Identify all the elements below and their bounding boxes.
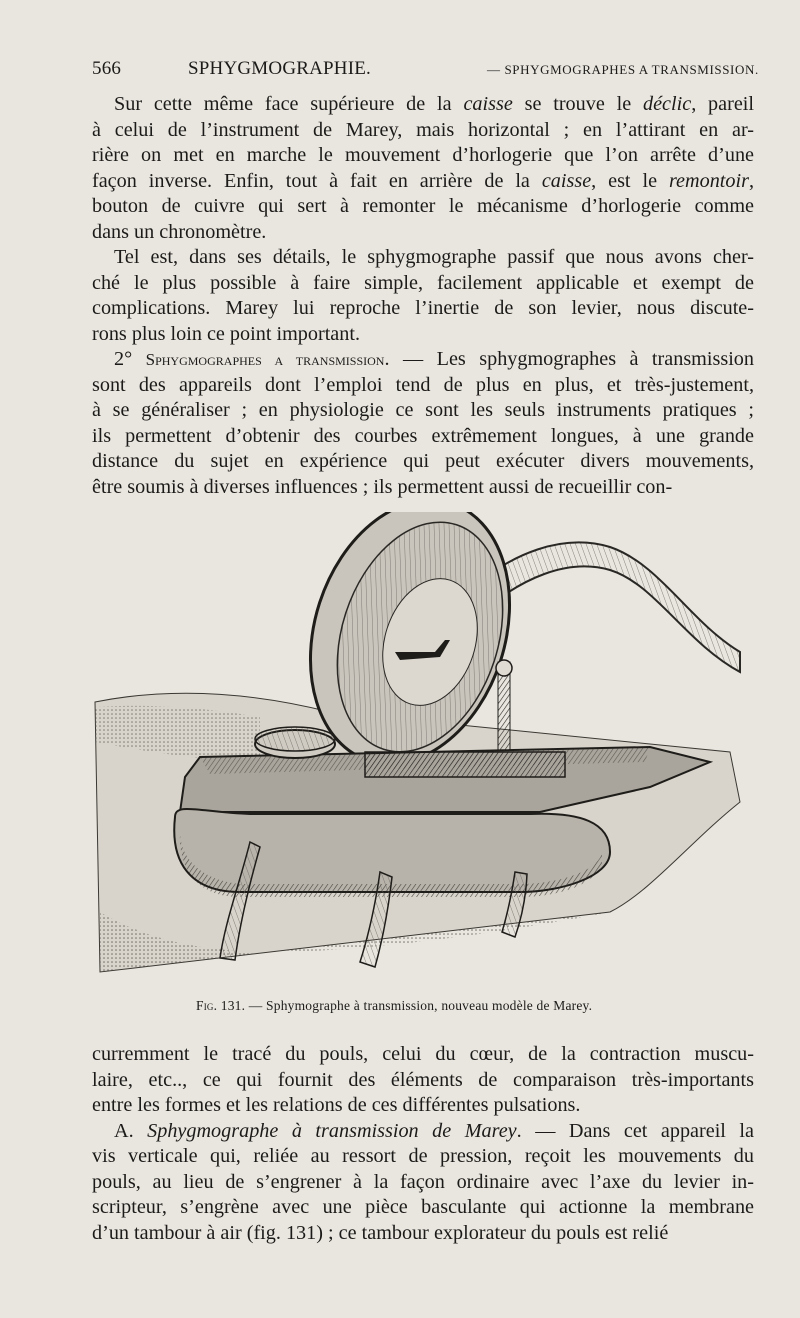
running-head [92,58,759,86]
text-line [92,475,754,501]
page-number: 566 [92,58,122,79]
text-run: d’un tambour à air (fig. 131) ; ce tambour explorateur du pouls est relié [92,1221,669,1244]
text-run: , pareil [691,93,754,115]
text-line [92,1144,754,1170]
text-line [92,296,754,322]
text-line [92,245,754,271]
text-run: A. [114,1119,148,1142]
text-run: . — Les sphygmographes à transmission [384,348,754,370]
chapter-title: SPHYGMOGRAPHIE. [188,58,371,79]
text-run: laire, etc.., ce qui fournit des éléments de comparaison très-importants [92,1068,754,1091]
text-run: 2° [114,348,146,370]
figure-number: Fig. 131. [196,998,246,1013]
section-title: — SPHYGMOGRAPHES A TRANSMISSION. [487,62,759,77]
text-line [92,1170,754,1196]
text-run: à celui de l’instrument de Marey, mais horizontal ; en l’attirant en ar- [92,118,754,141]
text-line [92,194,754,220]
text-run: pouls, au lieu de s’engrener à la façon ordinaire avec l’axe du levier in- [92,1170,754,1193]
italic-run: Sphygmographe à transmission de Marey [147,1119,517,1142]
text-line [92,1195,754,1221]
italic-run: remontoir [668,169,749,192]
body-text-bottom [92,1042,754,1246]
text-line [92,220,754,246]
text-run: bouton de cuivre qui sert à remonter le mécanisme d’horlogerie comme [92,195,754,217]
text-run: Tel est, dans ses détails, le sphygmographe passif que nous avons cher- [114,246,754,268]
text-line [92,92,754,118]
text-run: curremment le tracé du pouls, celui du cœur, de la contraction muscu- [92,1043,754,1065]
text-run: , est le [591,169,669,192]
text-run: complications. Marey lui reproche l’inertie de son levier, nous discute- [92,297,754,319]
text-run: se trouve le [512,93,643,115]
text-run: sont des appareils dont l’emploi tend de plus en plus, et très-justement, [92,373,754,396]
text-run: ils permettent d’obtenir des courbes extrêmement longues, à une grande [92,424,754,447]
text-line [92,143,754,169]
air-tube [480,542,740,672]
text-run: distance du sujet en expérience qui peut exécuter divers mouvements, [92,450,754,472]
text-line [92,449,754,475]
text-run: à se généraliser ; en physiologie ce sont les seuls instruments pratiques ; [92,399,754,421]
text-line [92,1042,754,1068]
sphygmograph-illustration [90,512,750,982]
figure-caption-text: — Sphymographe à transmission, nouveau modèle de Marey. [248,998,593,1013]
text-line [92,424,754,450]
italic-run: caisse [463,93,513,115]
text-run: façon inverse. Enfin, tout à fait en arrière de la [92,169,542,192]
text-line [92,322,754,348]
text-line [92,1119,754,1145]
text-run: dans un chronomètre. [92,220,267,243]
text-line [92,169,754,195]
text-run: scripteur, s’engrène avec une pièce basculante qui actionne la membrane [92,1196,754,1218]
text-line [92,271,754,297]
body-text-top [92,92,754,500]
text-line [92,398,754,424]
text-line [92,1221,754,1247]
text-line [92,1093,754,1119]
text-run: , [748,169,755,192]
text-run: rière on met en marche le mouvement d’horlogerie que l’on arrête d’une [92,144,754,166]
text-run: . — Dans cet appareil la [516,1119,754,1142]
text-run: rons plus loin ce point important. [92,322,361,345]
text-run: être soumis à diverses influences ; ils permettent aussi de recueillir con- [92,475,673,498]
text-run: entre les formes et les relations de ces différentes pulsations. [92,1094,581,1116]
text-line [92,1068,754,1094]
text-run: vis verticale qui, reliée au ressort de pression, reçoit les mouvements du [92,1145,754,1167]
text-line [92,347,754,373]
text-line [92,373,754,399]
figure-caption [196,998,666,1014]
italic-run: caisse [541,169,592,192]
small-caps-run: Sphygmographes a transmission [145,350,385,369]
text-line [92,118,754,144]
text-run: ché le plus possible à faire simple, facilement applicable et exempt de [92,271,754,294]
italic-run: déclic [642,93,692,115]
figure-engraving [90,512,750,982]
text-run: Sur cette même face supérieure de la [114,93,464,115]
